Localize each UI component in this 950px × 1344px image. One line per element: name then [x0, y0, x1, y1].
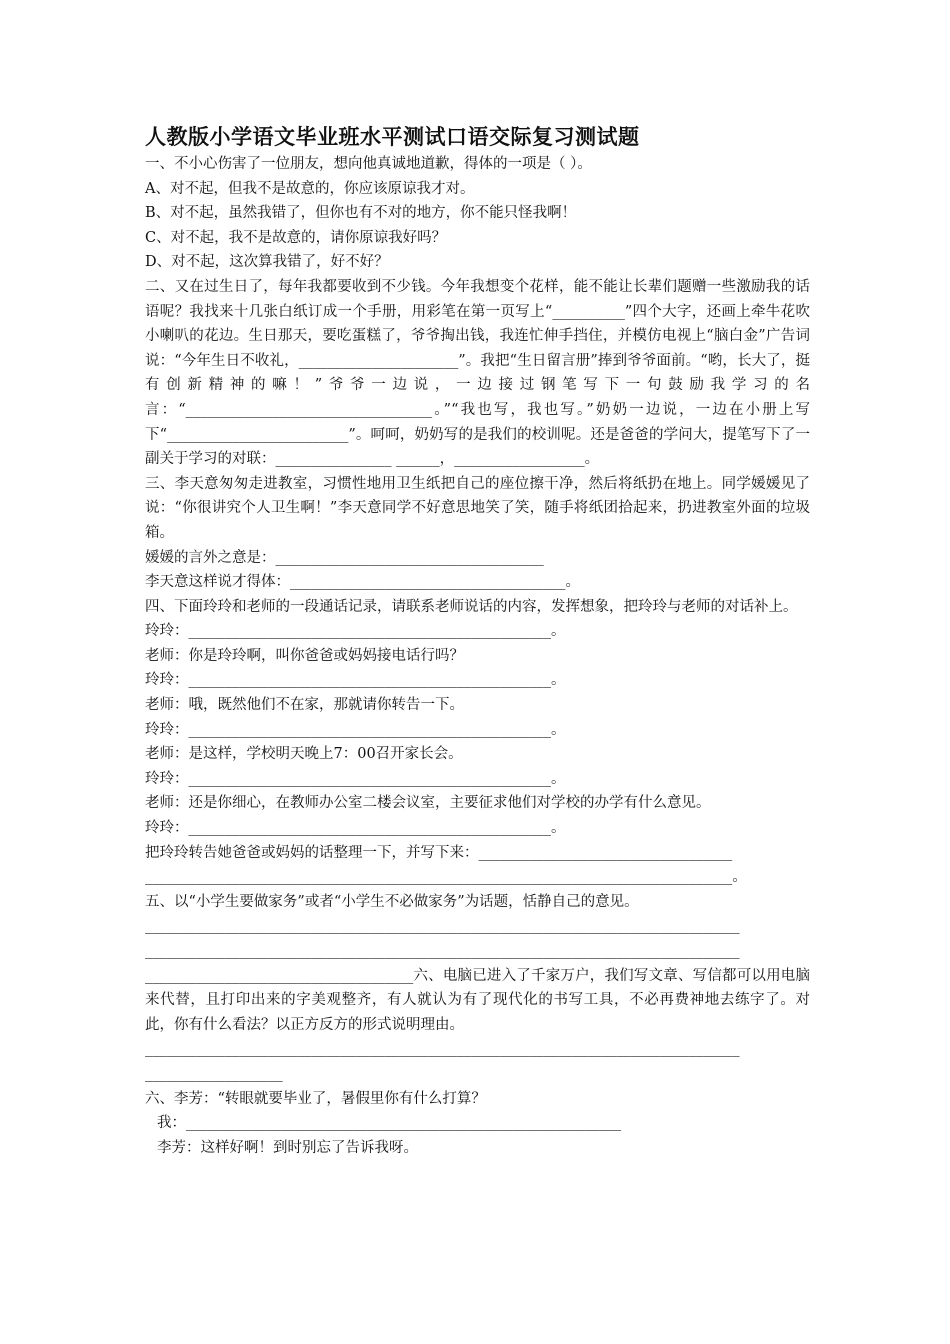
question-6a-text: _____________________________________六、电脑已进入了千家万户，我们写文章、写信都可以用电脑来代替，且打印出来的字美观整齐，有人就认为有了现代化的书写工具，不必再费神地去练字了。对此，你有什么看法？以正方反方的形式说明理由。 — [145, 967, 810, 1033]
dialogue-line: 玲玲：__________________________________________________。 — [145, 672, 566, 689]
answer-blank-line: __________________________________________________________________________________ — [145, 918, 740, 935]
question-4-summary: 把玲玲转告她爸爸或妈妈的话整理一下，并写下来：___________________________________ — [145, 844, 733, 861]
answer-blank-line: ___________________ — [145, 1065, 283, 1082]
dialogue-line: 老师：还是你细心，在教师办公室二楼会议室，主要征求他们对学校的办学有什么意见。 — [145, 795, 711, 812]
question-6-reply: 李芳：这样好啊！到时别忘了告诉我呀。 — [157, 1139, 418, 1156]
question-3-answer-2: 李天意这样说才得体：______________________________________。 — [145, 574, 580, 591]
question-4-intro: 四、下面玲玲和老师的一段通话记录，请联系老师说话的内容，发挥想象，把玲玲与老师的对话补上。 — [145, 598, 798, 615]
worksheet — [145, 122, 810, 1160]
dialogue-line: 玲玲：__________________________________________________。 — [145, 820, 566, 837]
answer-blank-line: __________________________________________________________________________________ — [145, 1041, 740, 1058]
question-1-option-b: B、对不起，虽然我错了，但你也有不对的地方，你不能只怪我啊！ — [145, 205, 577, 222]
dialogue-line: 老师：哦，既然他们不在家，那就请你转告一下。 — [145, 697, 464, 714]
question-1-option-a: A、对不起，但我不是故意的，你应该原谅我才对。 — [145, 180, 475, 197]
answer-blank-line: __________________________________________________________________________________ — [145, 943, 740, 959]
question-2-text: 二、又在过生日了，每年我都要收到不少钱。今年我想变个花样，能不能让长辈们题赠一些激励我的话语呢？我找来十几张白纸订成一个手册，用彩笔在第一页写上“__________”四个大字，还画上牵牛花吹小喇叭的花边。生日那天，要吃蛋糕了，爷爷掏出钱，我连忙伸手挡住，并模仿电视上“脑白金”广告词说：“今年生日不收礼，______________________”。我把“生日留言册”捧到爷爷面前。“哟，长大了，挺有创新精神的嘛！”爷爷一边说，一边接过钢笔写下一句鼓励我学习的名言：“__________________________________。”“我也写，我也写。”奶奶一边说，一边在小册上写下“_________________________”。呵呵，奶奶写的是我们的校训呢。还是爸爸的学问大，提笔写下了一副关于学习的对联：________________ ______，__________________。 — [145, 278, 810, 468]
dialogue-line: 玲玲：__________________________________________________。 — [145, 770, 566, 787]
question-6-prompt: 六、李芳：“转眼就要毕业了，暑假里你有什么打算？ — [145, 1090, 486, 1107]
page-title: 人教版小学语文毕业班水平测试口语交际复习测试题 — [145, 125, 640, 149]
dialogue-line: 玲玲：__________________________________________________。 — [145, 623, 566, 640]
question-1-stem: 一、不小心伤害了一位朋友，想向他真诚地道歉，得体的一项是（ ）。 — [145, 156, 592, 172]
question-1-option-d: D、对不起，这次算我错了，好不好？ — [145, 254, 389, 271]
dialogue-line: 玲玲：__________________________________________________。 — [145, 721, 566, 738]
dialogue-line: 老师：你是玲玲啊，叫你爸爸或妈妈接电话行吗？ — [145, 647, 464, 664]
question-1-option-c: C、对不起，我不是故意的，请你原谅我好吗？ — [145, 229, 447, 246]
question-5-text: 五、以“小学生要做家务”或者“小学生不必做家务”为话题，恬静自己的意见。 — [145, 893, 639, 910]
question-3-answer-1: 媛媛的言外之意是：_____________________________________ — [145, 549, 544, 566]
question-3-text: 三、李天意匆匆走进教室，习惯性地用卫生纸把自己的座位擦干净，然后将纸扔在地上。同学媛媛见了说：“你很讲究个人卫生啊！”李天意同学不好意思地笑了笑，随手将纸团拾起来，扔进教室外面的垃圾箱。 — [145, 475, 810, 541]
question-6-me-line: 我：____________________________________________________________ — [157, 1115, 621, 1132]
question-4-summary-blank: _________________________________________________________________________________。 — [145, 869, 747, 886]
dialogue-line: 老师：是这样，学校明天晚上7：00召开家长会。 — [145, 746, 463, 763]
